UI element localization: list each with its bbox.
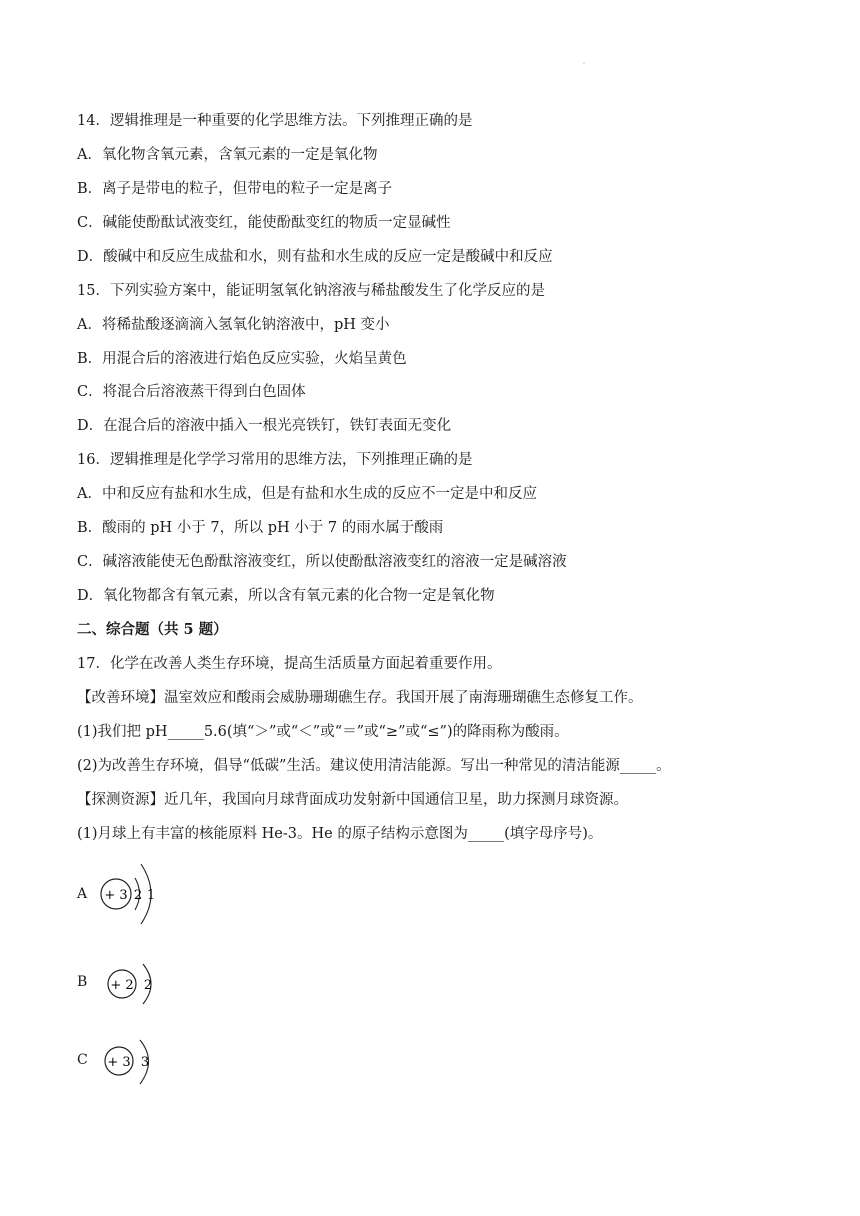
question-16-option-c: C．碱溶液能使无色酚酞溶液变红，所以使酚酞溶液变红的溶液一定是碱溶液: [77, 554, 567, 570]
question-14-option-c: C．碱能使酚酞试液变红，能使酚酞变红的物质一定显碱性: [77, 215, 451, 231]
top-mark: ': [583, 62, 585, 70]
question-15-option-d: D．在混合后的溶液中插入一根光亮铁钉，铁钉表面无变化: [77, 418, 452, 434]
option-label: A: [77, 886, 88, 902]
nucleus-charge: + 3: [107, 1055, 131, 1070]
question-15-option-a: A．将稀盐酸逐滴滴入氢氧化钠溶液中，pH 变小: [77, 317, 390, 333]
question-15-option-b: B．用混合后的溶液进行焰色反应实验，火焰呈黄色: [77, 351, 407, 367]
question-14-option-b: B．离子是带电的粒子，但带电的粒子一定是离子: [77, 181, 393, 197]
shell-electrons-1: 2: [143, 978, 153, 993]
option-label: C: [77, 1052, 88, 1068]
question-16-option-b: B．酸雨的 pH 小于 7，所以 pH 小于 7 的雨水属于酸雨: [77, 520, 444, 536]
question-15-option-c: C．将混合后溶液蒸干得到白色固体: [77, 384, 306, 400]
question-16-option-a: A．中和反应有盐和水生成，但是有盐和水生成的反应不一定是中和反应: [77, 486, 537, 502]
question-17-resource-part-1: (1)月球上有丰富的核能原料 He-3。He 的原子结构示意图为_____(填字母序号)。: [77, 826, 603, 842]
question-14-stem: 14．逻辑推理是一种重要的化学思维方法。下列推理正确的是: [77, 113, 473, 129]
question-17-environment-intro: 【改善环境】温室效应和酸雨会威胁珊瑚礁生存。我国开展了南海珊瑚礁生态修复工作。: [77, 690, 643, 706]
question-16-stem: 16．逻辑推理是化学学习常用的思维方法，下列推理正确的是: [77, 452, 473, 468]
nucleus-charge: + 3: [104, 888, 128, 903]
question-17-stem: 17．化学在改善人类生存环境，提高生活质量方面起着重要作用。: [77, 656, 502, 672]
shell-electrons-2: 1: [146, 888, 156, 903]
question-14-option-d: D．酸碱中和反应生成盐和水，则有盐和水生成的反应一定是酸碱中和反应: [77, 249, 553, 265]
nucleus-charge: + 2: [110, 978, 134, 993]
atom-diagram-a: [77, 852, 197, 938]
section-heading: 二、综合题（共 5 题）: [77, 621, 228, 638]
question-16-option-d: D．氧化物都含有氧元素，所以含有氧元素的化合物一定是氧化物: [77, 588, 495, 604]
question-17-resource-intro: 【探测资源】近几年，我国向月球背面成功发射新中国通信卫星，助力探测月球资源。: [77, 792, 628, 808]
atom-diagram-b: [77, 960, 197, 1010]
atom-diagram-c: [77, 1036, 197, 1088]
question-14-option-a: A．氧化物含氧元素，含氧元素的一定是氧化物: [77, 147, 378, 163]
atom-structure-a: [77, 852, 197, 938]
question-17-part-2: (2)为改善生存环境，倡导“低碳”生活。建议使用清洁能源。写出一种常见的清洁能源_____。: [77, 758, 671, 774]
atom-structure-c: [77, 1036, 197, 1088]
question-15-stem: 15．下列实验方案中，能证明氢氧化钠溶液与稀盐酸发生了化学反应的是: [77, 283, 545, 299]
atom-structure-b: [77, 960, 197, 1010]
shell-electrons-1: 2: [133, 888, 143, 903]
question-17-part-1: (1)我们把 pH_____5.6(填“＞”或“＜”或“＝”或“≥”或“≤”)的降雨称为酸雨。: [77, 724, 569, 740]
option-label: B: [77, 974, 88, 990]
shell-electrons-1: 3: [140, 1055, 150, 1070]
